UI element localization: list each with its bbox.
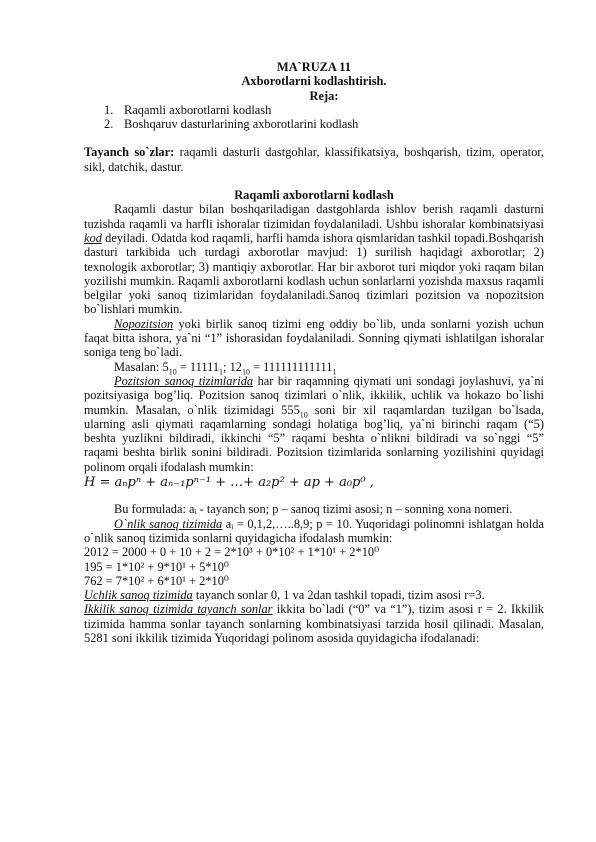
keywords — [84, 145, 544, 174]
paragraph-uchlik: Uchlik sanoq tizimida tayanch sonlar 0, 1 va 2dan tashkil topadi, tizim asosi r=3. — [84, 588, 485, 603]
plan-heading: Reja: — [309, 88, 339, 103]
term-onlik: O`nlik sanoq tizimida — [114, 516, 223, 531]
paragraph-onlik: O`nlik sanoq tizimida aᵢ = 0,1,2,…..8,9; p = 10. Yuqoridagi polinomni ishlatgan holda o`nlik sanoq tizimida sonlarni quyidagicha ifodalash mumkin: — [84, 516, 544, 545]
paragraph-intro: Raqamli dastur bilan boshqariladigan dastgohlarda ishlov berish raqamli dasturni tuzishda raqamli va harfli ishoralar tizimidan foydalaniladi. Ushbu ishoralar kombinatsiyasi kod deyiladi. Odatda kod raqamli, harfli hamda ishora qismlaridan tashkil topadi.Boshqarish dasturi tarkibida uch turdagi axborotlar mavjud: 1) surilish haqidagi axborotlar; 2) texnologik axborotlar; 3) mantiqiy axborotlar. Har bir axborot turi miqdor yoki raqam bilan yozilishi mumkin. Raqamli axborotlarni kodlash uchun sonlarlarni yozishda maxsus raqamli belgilar yoki sanoq tizimlaridan foydalaniladi.Sanoq tizimlari pozitsion va nopozitsion bo`lishlari mumkin. — [84, 202, 544, 317]
term-nopozitsion: Nopozitsion — [114, 316, 174, 331]
term-kod: kod — [84, 230, 102, 245]
plan-item: 1. Raqamli axborotlarni kodlash — [104, 102, 272, 117]
keywords-label: Tayanch so`zlar: — [84, 145, 175, 160]
paragraph-pozitsion: Pozitsion sanoq tizimlarida har bir raqamning qiymati uni sondagi joylashuvi, ya`ni pozitsiyasiga bog’liq. Pozitsion sanoq tizimlari o`nlik, ikkilik, uchlik va hokazo bo`lishi mumkin. Masalan, o`nlik tizimidagi $555_{10}$ soni bir xil raqamlardan tuzilgan bo`lsada, ularning asli qiymati raqamlarning sondagi holatiga bog’liq, ya`ni birinchi raqam (“5) beshta yuzlikni bildiradi, ikkinchi “5” raqami beshta o`nlikni bildiradi va so`nggi “5” raqami beshta birlik sonini bildiradi. Pozitsion tizimlarida sonlarning yozilishini quyidagi polinom orqali ifodalash mumkin: — [84, 373, 544, 474]
polynomial-formula: H = aₙpⁿ + aₙ₋₁pⁿ⁻¹ + …+ a₂p² + ap + a₀p⁰ , — [84, 475, 374, 491]
equation-762: 762 = 7*10² + 6*10¹ + 2*10⁰ — [84, 573, 229, 588]
equation-195: 195 = 1*10² + 9*10¹ + 5*10⁰ — [84, 559, 229, 574]
keywords-text: raqamli dasturli dastgohlar, klassifikatsiya, boshqarish, tizim, operator, sikl, datchik, dastur. — [84, 145, 544, 174]
lecture-title: Axborotlarni kodlashtirish. — [241, 74, 387, 89]
lecture-number: MA`RUZA 11 — [277, 60, 351, 74]
plan-item: 2. Boshqaruv dasturlarining axborotlarini kodlash — [104, 117, 359, 132]
term-uchlik: Uchlik sanoq tizimida — [84, 588, 193, 603]
equation-2012: 2012 = 2000 + 0 + 10 + 2 = 2*10³ + 0*10² + 1*10¹ + 2*10⁰ — [84, 545, 380, 560]
document-page — [84, 60, 544, 645]
paragraph-ikkilik: Ikkilik sanoq tizimida tayanch sonlar ikkita bo`ladi (“0” va “1”), tizim asosi r = 2. Ikkilik tizimida hamma sonlar tayanch sonlarning kombinatsiyasi tarzida hosil qilinadi. Masalan, 5281 soni ikkilik tizimida Yuqoridagi polinom asosida quyidagicha ifodalanadi: — [84, 602, 544, 645]
term-pozitsion: Pozitsion sanoq tizimlarida — [114, 373, 254, 388]
formula-explanation: Bu formulada: aᵢ - tayanch son; p – sanoq tizimi asosi; n – sonning xona nomeri. — [114, 502, 513, 517]
section-title: Raqamli axborotlarni kodlash — [234, 188, 394, 203]
paragraph-nopozitsion: Nopozitsion yoki birlik sanoq tizimi eng oddiy bo`lib, unda sonlarni yozish uchun faqat bitta ishora, ya`ni “1” ishorasidan foydalaniladi. Sonning qiymati ishlatilgan ishoralar soniga teng bo`ladi. — [84, 316, 544, 360]
example-line: Masalan: $5_{10} = 11111_1$; $12_{10} = 111111111111_1$ — [114, 359, 337, 377]
term-ikkilik: Ikkilik sanoq tizimida tayanch sonlar — [84, 602, 273, 617]
